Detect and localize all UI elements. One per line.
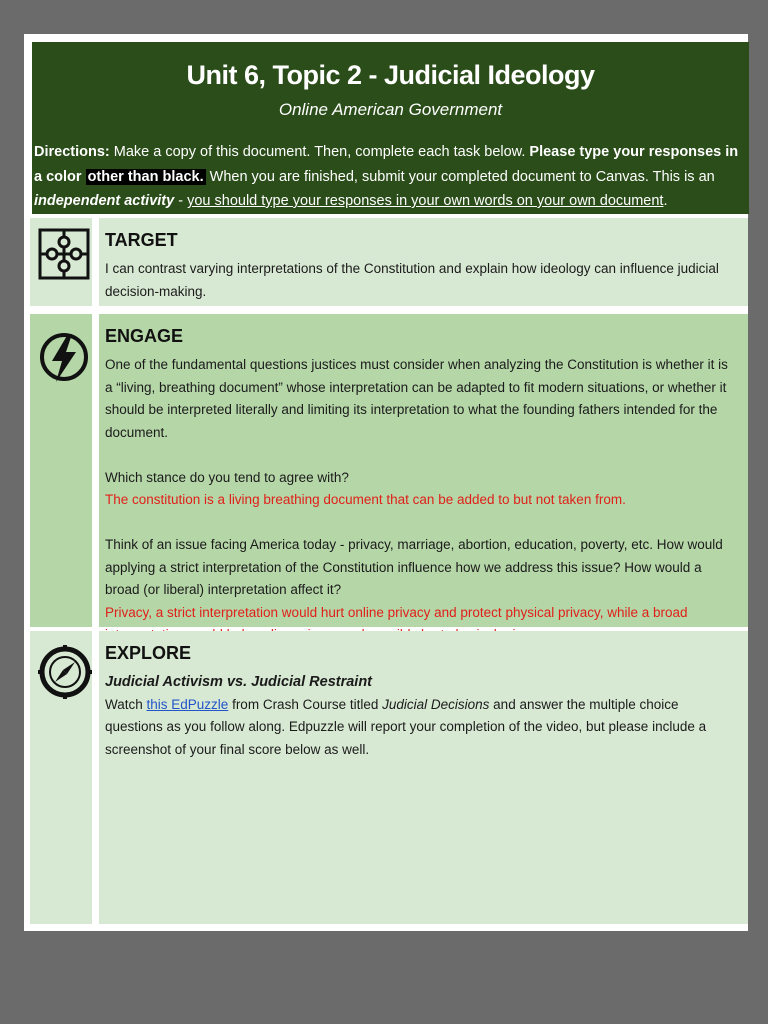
- directions: [34, 140, 743, 214]
- target-text: I can contrast varying interpretations of the Constitution and explain how ideology can influence judicial decision-making.: [105, 261, 719, 299]
- explore-body: [105, 671, 734, 761]
- explore-text-1: Watch: [105, 696, 147, 712]
- directions-bold: Please type your responses in a color: [34, 144, 739, 185]
- explore-text-3: and answer the multiple choice questions as you follow along. Edpuzzle will report your completion of the video, but please include a screenshot of your final score below as well.: [105, 696, 707, 757]
- explore-heading: EXPLORE: [105, 643, 192, 663]
- compass-icon: [38, 645, 92, 699]
- directions-end: .: [663, 193, 668, 209]
- puzzle-icon: [38, 228, 90, 280]
- explore-paragraph: [105, 694, 734, 762]
- page-subtitle: Online American Government: [278, 100, 503, 119]
- directions-italic: independent activity: [34, 193, 175, 209]
- directions-text-3: -: [174, 193, 188, 209]
- target-section: [30, 218, 748, 306]
- explore-icon-cell: [30, 631, 92, 924]
- explore-section: [30, 631, 748, 924]
- directions-text-1: Make a copy of this document. Then, complete each task below.: [109, 144, 530, 160]
- engage-answer-2[interactable]: Privacy, a strict interpretation would hurt online privacy and protect physical privacy, while a broad: [105, 604, 688, 620]
- edpuzzle-link[interactable]: this EdPuzzle: [146, 696, 229, 712]
- engage-section: [30, 314, 748, 627]
- lightning-icon: [38, 328, 90, 386]
- engage-paragraph: One of the fundamental questions justices must consider when analyzing the Constitution is whether it is a “living, breathing document” whose interpretation can be adapted to fit modern situations, or whether it should be interpreted literally and limiting its interpretation to what the founding fathers intended for the document.: [105, 357, 728, 440]
- directions-text-2: When you are finished, submit your completed document to Canvas. This is an: [205, 168, 715, 185]
- document-page: [24, 34, 748, 931]
- engage-question-1: Which stance do you tend to agree with?: [105, 469, 349, 485]
- target-heading: TARGET: [105, 230, 178, 250]
- explore-text-cell: [99, 631, 748, 924]
- directions-highlight: other than black.: [87, 168, 204, 185]
- page-title: Unit 6, Topic 2 - Judicial Ideology: [186, 60, 595, 90]
- engage-icon-cell: [30, 314, 92, 627]
- header-banner: [32, 42, 749, 214]
- explore-text-2: from Crash Course titled: [228, 696, 383, 712]
- explore-subheading: Judicial Activism vs. Judicial Restraint: [105, 674, 373, 690]
- engage-heading: ENGAGE: [105, 326, 184, 346]
- directions-underline: you should type your responses in your own words on your own document: [187, 193, 664, 209]
- engage-body: [105, 354, 734, 647]
- explore-video-title: Judicial Decisions: [382, 696, 490, 712]
- engage-text-cell: [99, 314, 748, 627]
- target-text-cell: [99, 218, 748, 306]
- target-icon-cell: [30, 218, 92, 306]
- directions-label: Directions:: [34, 144, 110, 160]
- engage-question-2: Think of an issue facing America today - privacy, marriage, abortion, education, poverty, etc. How would applying a strict interpretation of the Constitution influence how we address this issue? How would a broad (or liberal) interpretation affect it?: [105, 537, 723, 597]
- engage-answer-1[interactable]: The constitution is a living breathing document that can be added to but not taken from.: [105, 492, 626, 507]
